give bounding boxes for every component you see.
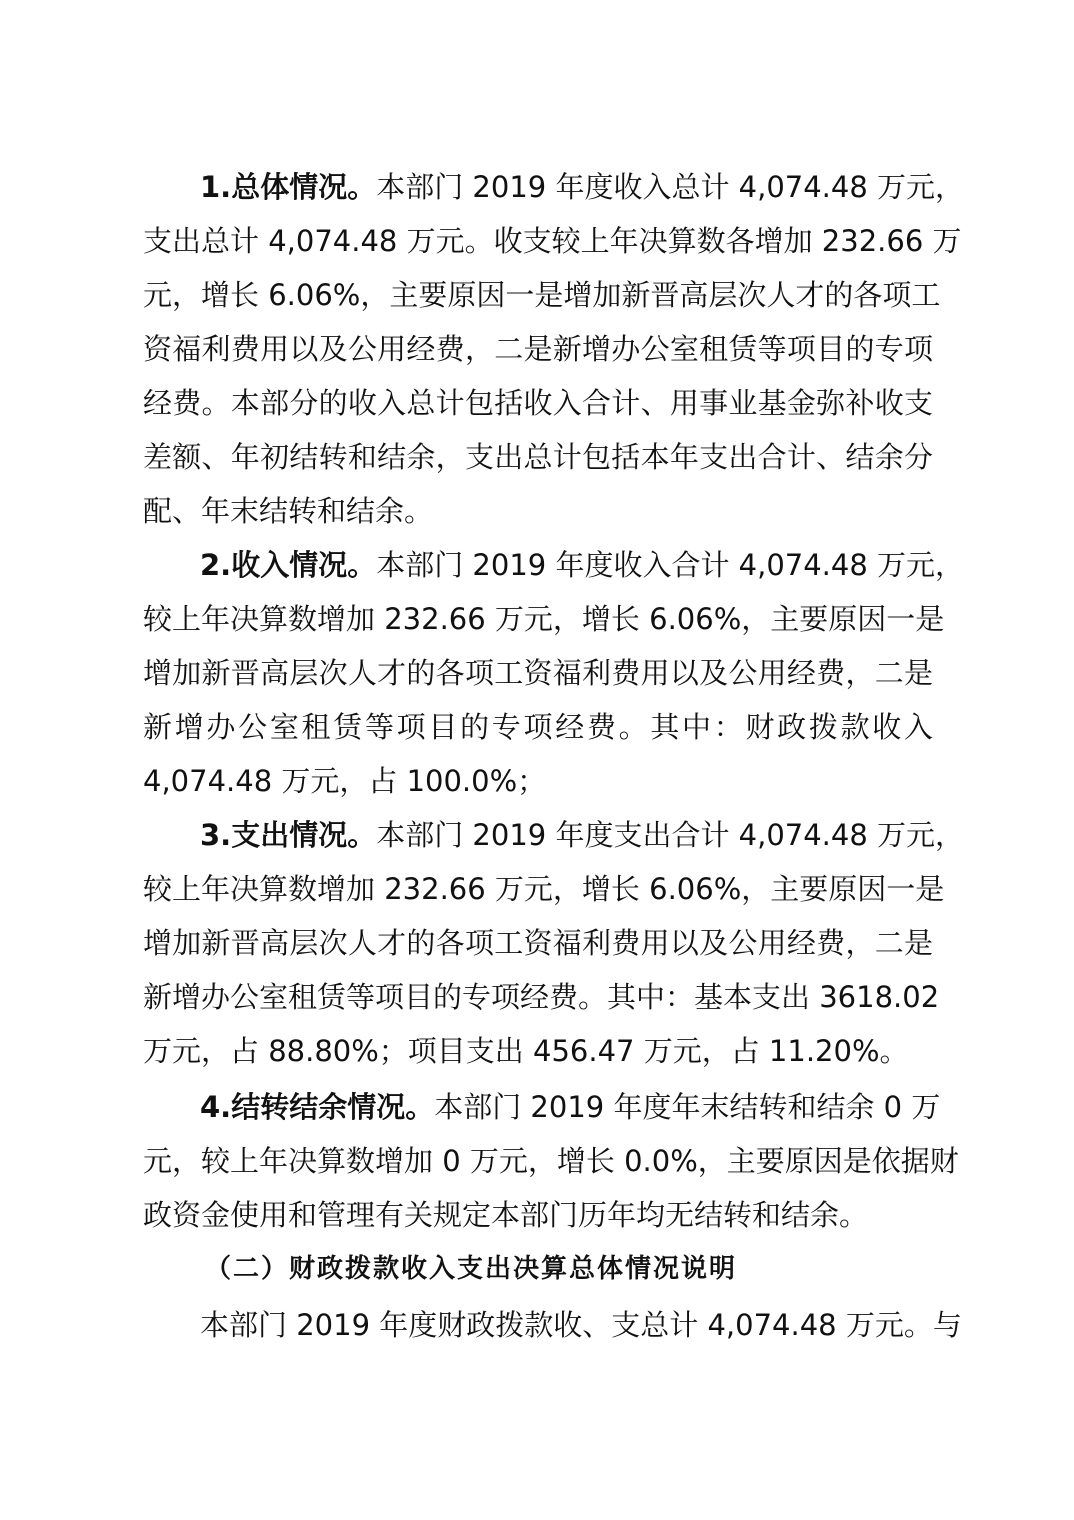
paragraph-1-line-7: 配、年末结转和结余。 [143, 494, 434, 528]
paragraph-2-line-3: 增加新晋高层次人才的各项工资福利费用以及公用经费，二是 [143, 656, 933, 690]
paragraph-5-line-1: 本部门 2019 年度财政拨款收、支总计 4,074.48 万元。与 [200, 1308, 962, 1342]
paragraph-1-text: 本部门 2019 年度收入总计 4,074.48 万元， [376, 170, 965, 204]
paragraph-4-heading: 4.结转结余情况。 [200, 1090, 435, 1124]
paragraph-1-line-3: 元，增长 6.06%，主要原因一是增加新晋高层次人才的各项工 [143, 278, 941, 312]
paragraph-1-line-1 [200, 160, 965, 214]
paragraph-2-line-4: 新增办公室租赁等项目的专项经费。其中：财政拨款收入 [143, 710, 933, 744]
paragraph-2-heading: 2.收入情况。 [200, 548, 377, 582]
paragraph-2-line-5: 4,074.48 万元，占 100.0%； [143, 764, 547, 798]
paragraph-3-line-4: 新增办公室租赁等项目的专项经费。其中：基本支出 3618.02 [143, 980, 940, 1014]
section-subheading: （二）财政拨款收入支出决算总体情况说明 [205, 1254, 738, 1284]
paragraph-2-line-1 [200, 538, 965, 592]
paragraph-3-line-3: 增加新晋高层次人才的各项工资福利费用以及公用经费，二是 [143, 926, 933, 960]
paragraph-1-line-4: 资福利费用以及公用经费，二是新增办公室租赁等项目的专项 [143, 332, 933, 366]
paragraph-4-line-1 [200, 1080, 941, 1134]
paragraph-2-line-2: 较上年决算数增加 232.66 万元，增长 6.06%，主要原因一是 [143, 602, 945, 636]
paragraph-4-text: 本部门 2019 年度年末结转和结余 0 万 [434, 1090, 941, 1124]
paragraph-4-line-3: 政资金使用和管理有关规定本部门历年均无结转和结余。 [143, 1198, 869, 1232]
paragraph-3-heading: 3.支出情况。 [200, 818, 377, 852]
paragraph-3-line-1 [200, 808, 965, 862]
paragraph-1-line-6: 差额、年初结转和结余，支出总计包括本年支出合计、结余分 [143, 440, 933, 474]
paragraph-1-heading: 1.总体情况。 [200, 170, 377, 204]
paragraph-1-line-2: 支出总计 4,074.48 万元。收支较上年决算数各增加 232.66 万 [143, 224, 962, 258]
paragraph-3-line-5: 万元，占 88.80%；项目支出 456.47 万元，占 11.20%。 [143, 1034, 909, 1068]
paragraph-3-text: 本部门 2019 年度支出合计 4,074.48 万元， [376, 818, 965, 852]
paragraph-3-line-2: 较上年决算数增加 232.66 万元，增长 6.06%，主要原因一是 [143, 872, 945, 906]
paragraph-2-text: 本部门 2019 年度收入合计 4,074.48 万元， [376, 548, 965, 582]
paragraph-1-line-5: 经费。本部分的收入总计包括收入合计、用事业基金弥补收支 [143, 386, 933, 420]
paragraph-4-line-2: 元，较上年决算数增加 0 万元，增长 0.0%，主要原因是依据财 [143, 1144, 959, 1178]
